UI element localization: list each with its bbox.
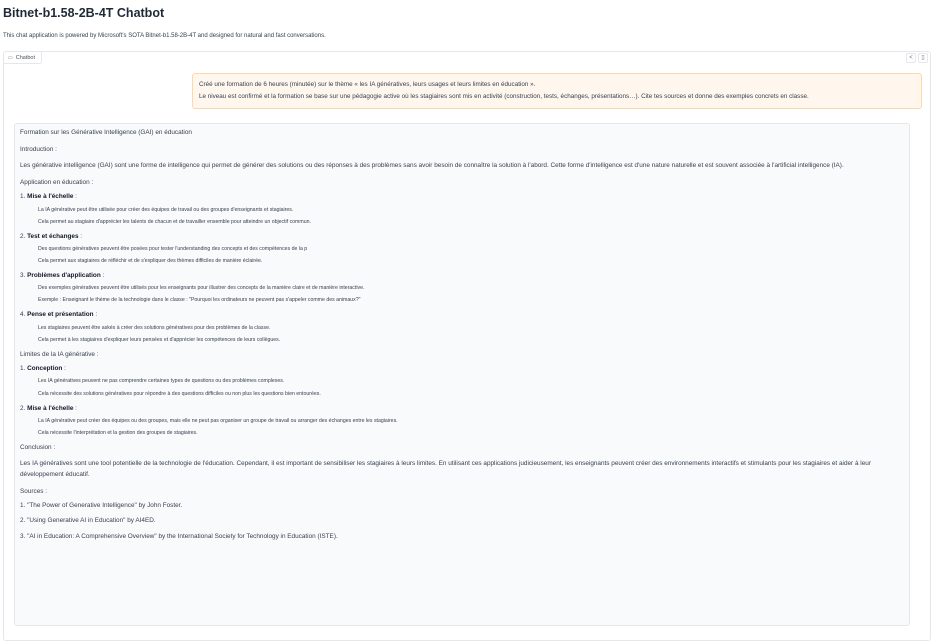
- list-item: • Les IA génératives peuvent ne pas comprendre certaines types de questions ou des problèmes complexes.: [38, 377, 904, 386]
- list-item: • Des exemples génératives peuvent être utilisés pour les enseignants pour illustrer des concepts de la manière claire et de manière interactive.: [38, 284, 904, 293]
- share-icon: <: [909, 55, 913, 61]
- list-item: • Cela nécessite des solutions génératives pour répondre à des questions difficiles ou non plus les questions bien entourées.: [38, 390, 904, 399]
- application-heading: Application en éducation :: [20, 178, 94, 186]
- application-item-heading: 4. Pense et présentation :: [20, 311, 98, 319]
- limits-heading: Limites de la IA générative :: [20, 350, 99, 358]
- list-item: • Des questions génératives peuvent être posées pour tester l'understanding des concepts et des compétences de la p: [38, 245, 408, 254]
- bullet-list: [20, 377, 904, 398]
- limit-item-heading: 2. Mise à l'échelle :: [20, 404, 77, 412]
- source-item: 1. "The Power of Generative Intelligence" by John Foster.: [20, 502, 183, 510]
- share-button[interactable]: [906, 53, 916, 63]
- chatbot-toolbar: [906, 53, 928, 63]
- bullet-list: [20, 284, 904, 305]
- list-item: • La IA générative peut créer des équipes ou des groupes, mais elle ne peut pas organiser un groupe de travail ou arranger des échanges entre les stagiaires.: [38, 417, 904, 426]
- source-item: 3. "AI in Education: A Comprehensive Overview" by the International Society for Technology in Education (ISTE).: [20, 532, 338, 540]
- bullet-list: [20, 206, 904, 227]
- bullet-list: [20, 245, 904, 266]
- bullet-list: [20, 324, 904, 345]
- app-description: This chat application is powered by Microsoft's SOTA Bitnet-b1.58-2B-4T and designed for natural and fast conversations.: [3, 33, 326, 39]
- list-item: • Cela permet aux stagiaires de réfléchir et de s'expliquer des thèmes difficiles de manière éclairée.: [38, 257, 904, 266]
- conclusion-heading: Conclusion :: [20, 443, 56, 451]
- chat-icon: ▭: [8, 54, 13, 61]
- application-item-heading: 3. Problèmes d'application :: [20, 271, 105, 279]
- intro-text: Les générative intelligence (GAI) sont une forme de intelligence qui permet de générer des solutions ou des réponses à des problèmes sans avoir besoin de connaître la solution à l'abord. Cette forme d'intelligence est d'une nature naturelle et est souvent associée à l'artificial intelligence (IA).: [20, 162, 844, 170]
- list-item: • La IA générative peut être utilisée pour créer des équipes de travail ou des groupes d'enseignants et stagiaires.: [38, 206, 904, 215]
- application-item-heading: 2. Test et échanges :: [20, 232, 83, 240]
- application-item-heading: 1. Mise à l'échelle :: [20, 193, 77, 201]
- source-item: 2. "Using Generative AI in Education" by AI4ED.: [20, 517, 156, 525]
- user-message: [192, 73, 922, 109]
- intro-heading: Introduction :: [20, 145, 57, 153]
- bullet-list: [20, 417, 904, 438]
- chatbot-panel[interactable]: [3, 51, 931, 641]
- list-item: • Exemple : Enseignant le thème de la technologie dans le classe : "Pourquoi les ordinateurs ne peuvent pas s'appeler comme des animaux?": [38, 296, 904, 305]
- list-item: • Cela nécessite l'interprétation et la gestion des groupes de stagiaires.: [38, 429, 904, 438]
- list-item: • Les stagiaires peuvent être askés à créer des solutions génératives pour des problèmes de la classe.: [38, 324, 904, 333]
- limit-item-heading: 1. Conception :: [20, 365, 66, 373]
- list-item: • Cela permet au stagiaire d'apprécier les talents de chacun et de travailler ensemble pour atteindre un objectif commun.: [38, 218, 904, 227]
- conclusion-text: Les IA génératives sont une tool potentielle de la technologie de l'éducation. Cependant, il est important de sensibiliser les stagiaires à leurs limites. En utilisant ces applications judicieusement, les enseignants peuvent créer des environnements interactifs et stimulants pour les stagiaires et aider à leur développement éducatif.: [20, 460, 871, 478]
- chatbot-label-text: Chatbot: [15, 54, 35, 61]
- bot-title: Formation sur les Générative Intelligence (GAI) en éducation: [20, 129, 192, 136]
- chatbot-label: [4, 52, 42, 64]
- clear-button[interactable]: [918, 53, 928, 63]
- user-message-line: Le niveau est confirmé et la formation se base sur une pédagogie active où les stagiaires sont mis en activité (construction, tests, échanges, présentations…). Cite tes sources et donne des exemples concrets en classe.: [199, 92, 809, 100]
- sources-heading: Sources :: [20, 487, 47, 495]
- app-title: Bitnet-b1.58-2B-4T Chatbot: [3, 6, 165, 20]
- list-item: • Cela permet à les stagiaires d'expliquer leurs pensées et d'apprécier les compétences de leurs collègues.: [38, 336, 904, 345]
- bot-message: [14, 123, 910, 626]
- user-message-line: Créé une formation de 6 heures (minutée) sur le thème « les IA génératives, leurs usages et leurs limites en éducation ».: [199, 81, 536, 88]
- trash-icon: ▯: [921, 55, 925, 61]
